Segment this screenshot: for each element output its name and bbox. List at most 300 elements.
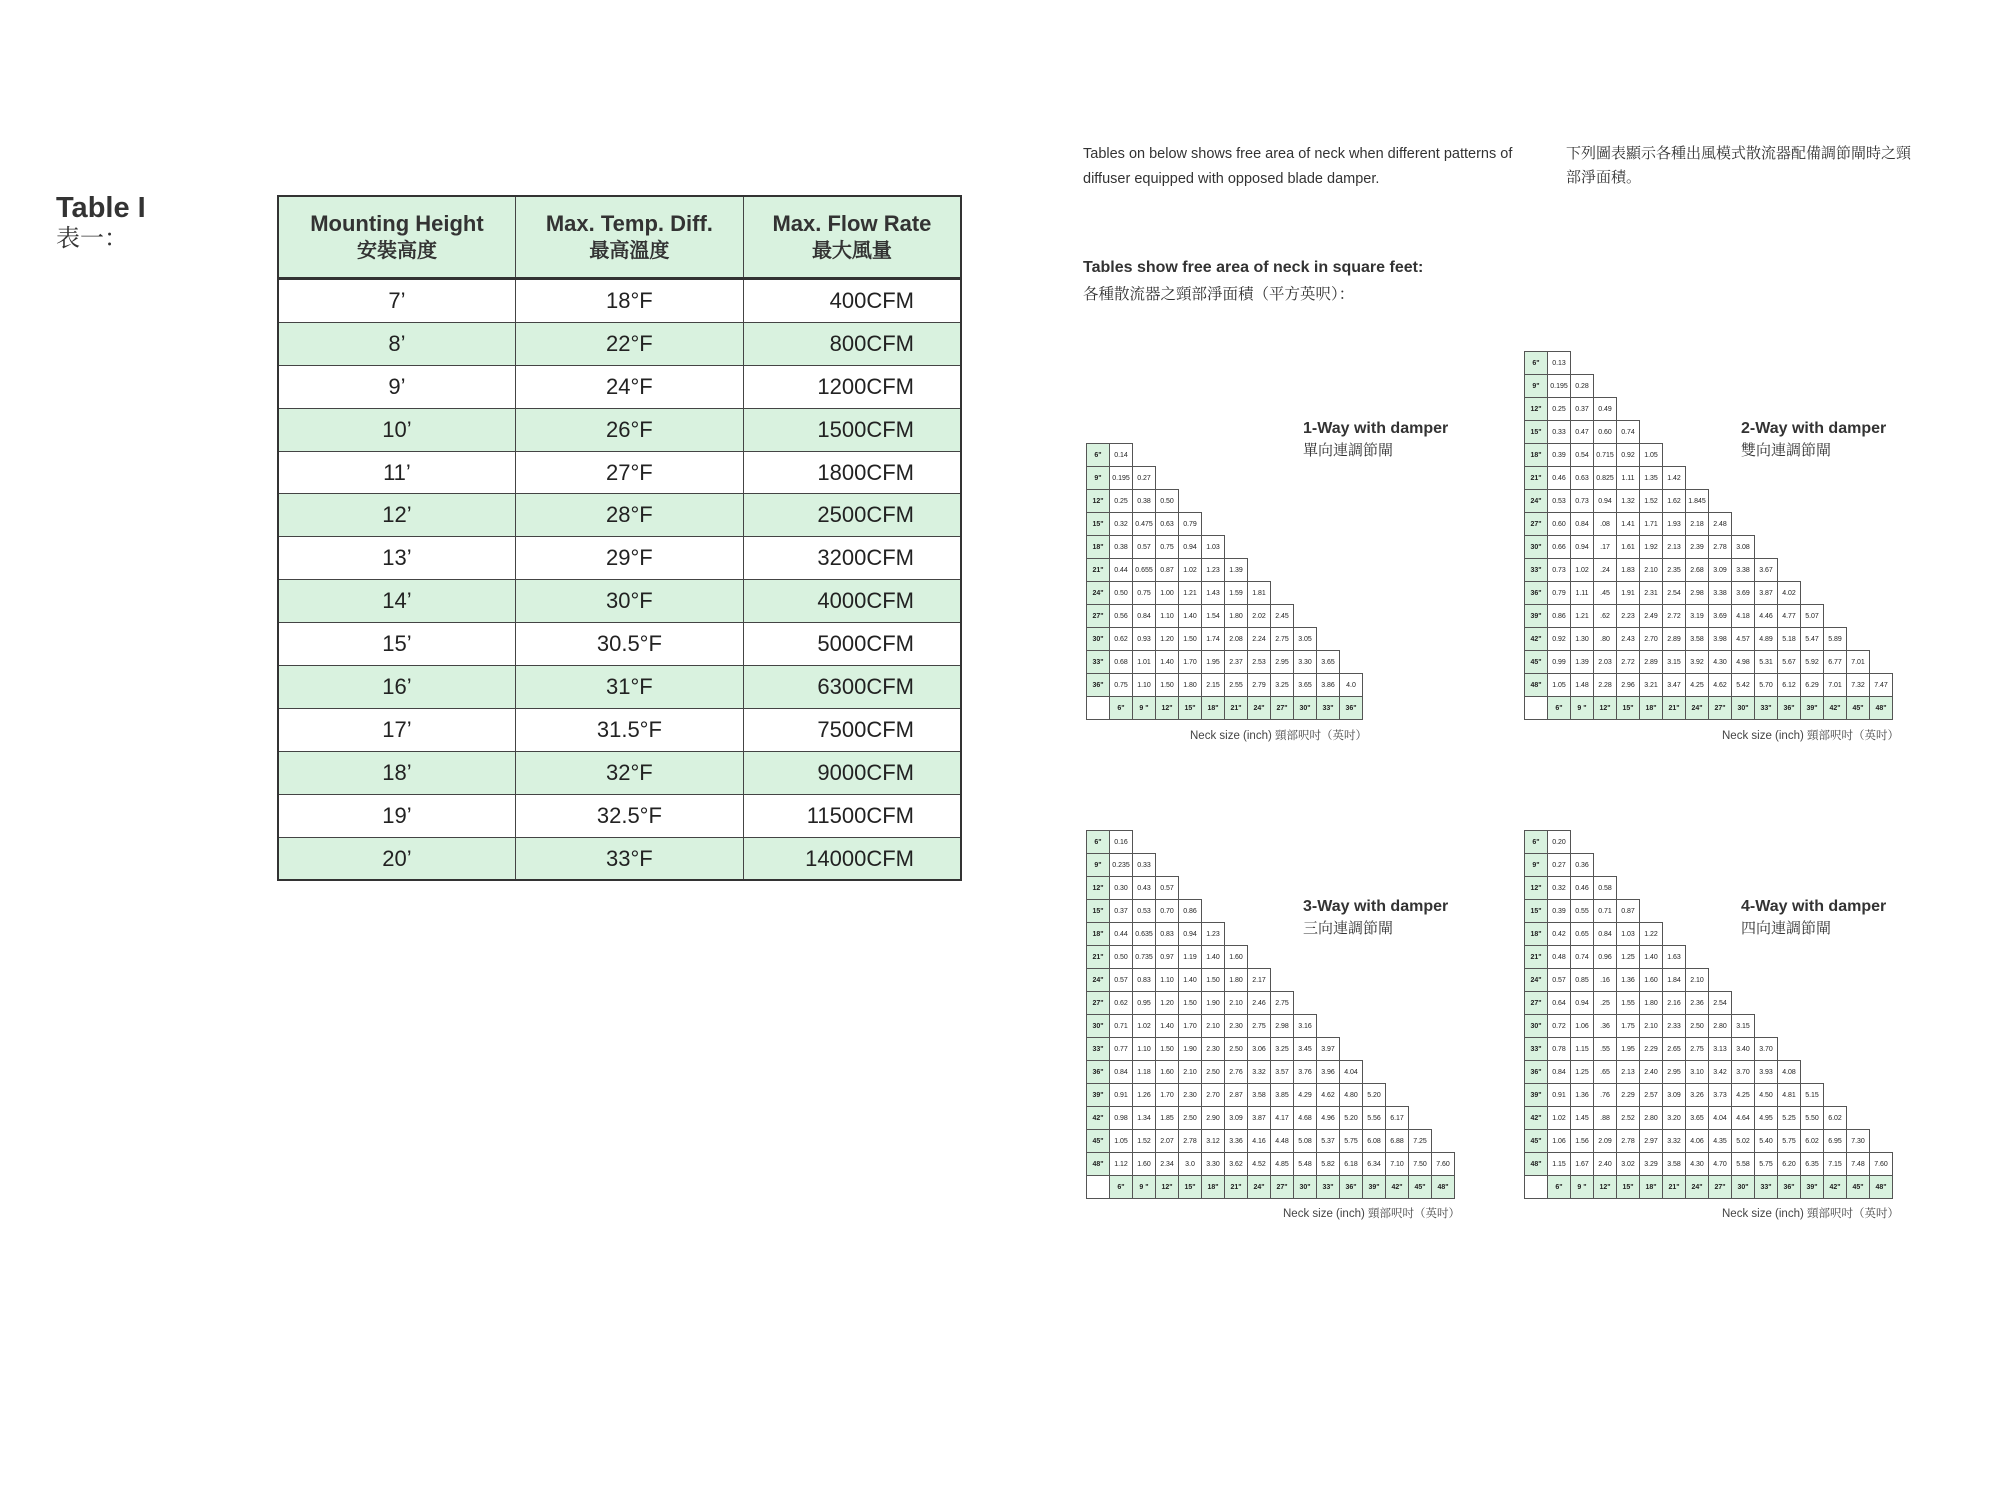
free-area-cell: 4.81	[1778, 1084, 1801, 1107]
free-area-cell: 1.23	[1202, 559, 1225, 582]
empty-cell	[1824, 946, 1847, 969]
row-size-label: 15"	[1087, 900, 1110, 923]
free-area-cell: 5.47	[1801, 628, 1824, 651]
empty-cell	[1709, 923, 1732, 946]
empty-cell	[1732, 969, 1755, 992]
free-area-cell: 1.25	[1617, 946, 1640, 969]
empty-cell	[1778, 877, 1801, 900]
free-area-cell: .88	[1594, 1107, 1617, 1130]
free-area-cell: 0.73	[1571, 490, 1594, 513]
free-area-cell: 2.80	[1709, 1015, 1732, 1038]
empty-cell	[1870, 467, 1893, 490]
free-area-cell: .55	[1594, 1038, 1617, 1061]
free-area-cell: 2.50	[1225, 1038, 1248, 1061]
free-area-cell: 6.20	[1778, 1153, 1801, 1176]
free-area-cell: 4.85	[1271, 1153, 1294, 1176]
free-area-cell: 0.93	[1133, 628, 1156, 651]
empty-cell	[1847, 559, 1870, 582]
empty-cell	[1801, 1061, 1824, 1084]
empty-cell	[1847, 900, 1870, 923]
col-size-label: 36"	[1340, 1176, 1363, 1199]
grid-row	[1525, 651, 1893, 674]
free-area-cell: 1.20	[1156, 628, 1179, 651]
diagram-title-zh: 四向連調節閘	[1741, 920, 1832, 937]
empty-cell	[1801, 375, 1824, 398]
free-area-cell: 2.78	[1617, 1130, 1640, 1153]
free-area-cell: 2.09	[1594, 1130, 1617, 1153]
empty-cell	[1847, 421, 1870, 444]
empty-cell	[1847, 946, 1870, 969]
empty-cell	[1801, 352, 1824, 375]
free-area-cell: 1.50	[1156, 1038, 1179, 1061]
free-area-cell: 0.46	[1571, 877, 1594, 900]
empty-cell	[1202, 854, 1225, 877]
table-row	[278, 623, 961, 666]
empty-cell	[1824, 513, 1847, 536]
col-size-label: 48"	[1870, 1176, 1893, 1199]
empty-cell	[1409, 1107, 1432, 1130]
mounting-height-cell: 15’	[278, 623, 515, 666]
free-area-cell: 4.98	[1732, 651, 1755, 674]
grid-row	[1087, 946, 1455, 969]
empty-cell	[1778, 831, 1801, 854]
empty-cell	[1801, 1038, 1824, 1061]
grid-row	[1525, 1038, 1893, 1061]
table1-title-en: Table I	[56, 192, 146, 224]
free-area-cell: 0.44	[1110, 923, 1133, 946]
free-area-cell: 1.95	[1202, 651, 1225, 674]
empty-cell	[1432, 854, 1455, 877]
free-area-cell: 4.89	[1755, 628, 1778, 651]
free-area-cell: 1.40	[1179, 605, 1202, 628]
free-area-cell: 1.80	[1640, 992, 1663, 1015]
free-area-cell: 2.16	[1663, 992, 1686, 1015]
mounting-height-cell: 19’	[278, 794, 515, 837]
empty-cell	[1824, 605, 1847, 628]
table-row	[278, 365, 961, 408]
grid-row	[1525, 923, 1893, 946]
empty-cell	[1202, 490, 1225, 513]
free-area-cell: 3.15	[1732, 1015, 1755, 1038]
grid-row	[1087, 536, 1363, 559]
free-area-cell: 2.97	[1640, 1130, 1663, 1153]
free-area-cell: 1.85	[1156, 1107, 1179, 1130]
grid-row	[1525, 628, 1893, 651]
free-area-cell: 2.36	[1686, 992, 1709, 1015]
mounting-height-cell: 9’	[278, 365, 515, 408]
flow-rate-cell: 6300CFM	[743, 666, 961, 709]
free-area-cell: 3.76	[1294, 1061, 1317, 1084]
free-area-cell: 4.48	[1271, 1130, 1294, 1153]
free-area-cell: 3.87	[1755, 582, 1778, 605]
free-area-cell: 3.06	[1248, 1038, 1271, 1061]
empty-cell	[1317, 946, 1340, 969]
empty-cell	[1271, 490, 1294, 513]
free-area-cell: 1.71	[1640, 513, 1663, 536]
empty-cell	[1778, 513, 1801, 536]
free-area-cell: 2.35	[1663, 559, 1686, 582]
empty-cell	[1755, 352, 1778, 375]
free-area-cell: 1.23	[1202, 923, 1225, 946]
grid-row	[1087, 513, 1363, 536]
col-size-label: 9 "	[1133, 697, 1156, 720]
empty-cell	[1778, 467, 1801, 490]
empty-cell	[1870, 444, 1893, 467]
free-area-cell: 2.34	[1156, 1153, 1179, 1176]
grid-row	[1087, 467, 1363, 490]
free-area-cell: 4.35	[1709, 1130, 1732, 1153]
grid-row	[1087, 900, 1455, 923]
free-area-cell: 2.10	[1640, 1015, 1663, 1038]
free-area-cell: 0.84	[1571, 513, 1594, 536]
free-area-cell: 6.18	[1340, 1153, 1363, 1176]
table-row	[278, 537, 961, 580]
free-area-cell: 5.42	[1732, 674, 1755, 697]
mounting-height-cell: 10’	[278, 408, 515, 451]
free-area-cell: 0.13	[1548, 352, 1571, 375]
free-area-cell: 3.93	[1755, 1061, 1778, 1084]
empty-cell	[1225, 513, 1248, 536]
free-area-cell: 5.50	[1801, 1107, 1824, 1130]
free-area-cell: 3.25	[1271, 1038, 1294, 1061]
empty-cell	[1340, 559, 1363, 582]
empty-cell	[1686, 467, 1709, 490]
empty-cell	[1363, 854, 1386, 877]
empty-cell	[1801, 490, 1824, 513]
free-area-cell: 1.80	[1225, 969, 1248, 992]
empty-cell	[1870, 831, 1893, 854]
free-area-cell: 0.91	[1548, 1084, 1571, 1107]
empty-cell	[1801, 946, 1824, 969]
free-area-cell: 2.53	[1248, 651, 1271, 674]
temp-diff-cell: 32°F	[515, 751, 743, 794]
free-area-cell: 3.87	[1248, 1107, 1271, 1130]
header-zh: 最高溫度	[589, 240, 670, 263]
free-area-cell: 0.64	[1548, 992, 1571, 1015]
free-area-cell: 2.70	[1202, 1084, 1225, 1107]
free-area-cell: 7.01	[1847, 651, 1870, 674]
free-area-cell: 2.02	[1248, 605, 1271, 628]
empty-cell	[1271, 513, 1294, 536]
empty-cell	[1294, 444, 1317, 467]
row-size-label: 18"	[1525, 923, 1548, 946]
free-area-cell: 3.30	[1294, 651, 1317, 674]
free-area-cell: 3.97	[1317, 1038, 1340, 1061]
table-row	[278, 408, 961, 451]
free-area-cell: 1.56	[1571, 1130, 1594, 1153]
empty-cell	[1617, 398, 1640, 421]
diagram-title-en: 4-Way with damper	[1741, 898, 1887, 915]
free-area-cell: 2.87	[1225, 1084, 1248, 1107]
free-area-cell: 0.83	[1156, 923, 1179, 946]
free-area-cell: 2.10	[1202, 1015, 1225, 1038]
row-size-label: 33"	[1087, 1038, 1110, 1061]
empty-cell	[1847, 582, 1870, 605]
empty-cell	[1778, 969, 1801, 992]
col-size-label: 30"	[1732, 697, 1755, 720]
empty-cell	[1870, 1038, 1893, 1061]
free-area-cell: 0.70	[1156, 900, 1179, 923]
free-area-cell: 1.05	[1640, 444, 1663, 467]
free-area-cell: 1.62	[1663, 490, 1686, 513]
free-area-cell: 0.44	[1110, 559, 1133, 582]
empty-cell	[1709, 854, 1732, 877]
empty-cell	[1824, 992, 1847, 1015]
table-row	[278, 580, 961, 623]
free-area-cell: 1.75	[1617, 1015, 1640, 1038]
row-size-label: 39"	[1525, 1084, 1548, 1107]
empty-cell	[1248, 536, 1271, 559]
empty-cell	[1686, 398, 1709, 421]
empty-cell	[1225, 467, 1248, 490]
empty-cell	[1686, 946, 1709, 969]
col-size-label: 21"	[1225, 1176, 1248, 1199]
free-area-cell: 1.26	[1133, 1084, 1156, 1107]
free-area-cell: 1.36	[1617, 969, 1640, 992]
empty-cell	[1801, 992, 1824, 1015]
free-area-cell: 0.25	[1110, 490, 1133, 513]
free-area-cell: 0.99	[1548, 651, 1571, 674]
free-area-cell: 3.73	[1709, 1084, 1732, 1107]
row-size-label: 42"	[1087, 1107, 1110, 1130]
empty-cell	[1248, 923, 1271, 946]
empty-cell	[1801, 444, 1824, 467]
free-area-cell: 4.62	[1709, 674, 1732, 697]
empty-cell	[1732, 900, 1755, 923]
free-area-cell: 1.90	[1179, 1038, 1202, 1061]
free-area-cell: 5.75	[1340, 1130, 1363, 1153]
empty-cell	[1870, 398, 1893, 421]
empty-cell	[1640, 900, 1663, 923]
empty-cell	[1571, 831, 1594, 854]
free-area-cell: 1.80	[1179, 674, 1202, 697]
empty-cell	[1294, 467, 1317, 490]
empty-cell	[1732, 877, 1755, 900]
mounting-height-cell: 11’	[278, 451, 515, 494]
free-area-cell: 3.62	[1225, 1153, 1248, 1176]
empty-cell	[1847, 1038, 1870, 1061]
empty-cell	[1432, 1038, 1455, 1061]
col-size-label: 12"	[1594, 697, 1617, 720]
header-zh: 最大風量	[811, 240, 892, 263]
free-area-cell: 1.21	[1571, 605, 1594, 628]
free-area-cell: 2.96	[1617, 674, 1640, 697]
row-size-label: 42"	[1525, 1107, 1548, 1130]
empty-cell	[1778, 352, 1801, 375]
col-size-label: 9 "	[1571, 1176, 1594, 1199]
empty-cell	[1432, 1084, 1455, 1107]
free-area-cell: 1.20	[1156, 992, 1179, 1015]
empty-cell	[1156, 854, 1179, 877]
free-area-cell: 0.57	[1548, 969, 1571, 992]
empty-cell	[1363, 992, 1386, 1015]
empty-cell	[1386, 1061, 1409, 1084]
free-area-cell: 1.25	[1571, 1061, 1594, 1084]
empty-cell	[1732, 352, 1755, 375]
empty-cell	[1225, 536, 1248, 559]
flow-rate-cell: 400CFM	[743, 279, 961, 323]
empty-cell	[1824, 467, 1847, 490]
grid-row	[1087, 559, 1363, 582]
free-area-cell: 4.46	[1755, 605, 1778, 628]
grid-row	[1087, 582, 1363, 605]
free-area-cell: 1.39	[1571, 651, 1594, 674]
row-size-label: 6"	[1087, 444, 1110, 467]
empty-cell	[1732, 923, 1755, 946]
intro-text-en: Tables on below shows free area of neck when different patterns of diffuser equipped with opposed blade damper.	[1083, 146, 1513, 187]
row-size-label: 27"	[1525, 992, 1548, 1015]
free-area-cell: 3.09	[1663, 1084, 1686, 1107]
empty-cell	[1709, 421, 1732, 444]
grid-row	[1087, 1130, 1455, 1153]
flow-rate-cell: 4000CFM	[743, 580, 961, 623]
free-area-cell: 1.54	[1202, 605, 1225, 628]
empty-cell	[1294, 582, 1317, 605]
free-area-cell: 0.71	[1594, 900, 1617, 923]
free-area-cell: 2.98	[1686, 582, 1709, 605]
grid-row	[1087, 992, 1455, 1015]
empty-cell	[1386, 992, 1409, 1015]
empty-cell	[1686, 352, 1709, 375]
free-area-cell: 0.53	[1548, 490, 1571, 513]
grid-corner	[1525, 1176, 1548, 1199]
free-area-cell: 6.95	[1824, 1130, 1847, 1153]
row-size-label: 27"	[1525, 513, 1548, 536]
col-size-label: 21"	[1663, 697, 1686, 720]
empty-cell	[1340, 900, 1363, 923]
free-area-cell: 0.86	[1548, 605, 1571, 628]
empty-cell	[1732, 467, 1755, 490]
empty-cell	[1778, 992, 1801, 1015]
empty-cell	[1778, 444, 1801, 467]
free-area-cell: 0.74	[1617, 421, 1640, 444]
free-area-cell: 1.45	[1571, 1107, 1594, 1130]
free-area-cell: 2.68	[1686, 559, 1709, 582]
free-area-cell: 0.94	[1594, 490, 1617, 513]
empty-cell	[1778, 375, 1801, 398]
free-area-cell: 6.08	[1363, 1130, 1386, 1153]
free-area-cell: 2.10	[1179, 1061, 1202, 1084]
table-row	[278, 322, 961, 365]
free-area-cell: 1.21	[1179, 582, 1202, 605]
empty-cell	[1824, 490, 1847, 513]
free-area-cell: 0.42	[1548, 923, 1571, 946]
temp-diff-cell: 27°F	[515, 451, 743, 494]
row-size-label: 21"	[1087, 559, 1110, 582]
row-size-label: 15"	[1525, 900, 1548, 923]
free-area-cell: 7.15	[1824, 1153, 1847, 1176]
empty-cell	[1363, 1061, 1386, 1084]
row-size-label: 24"	[1087, 969, 1110, 992]
empty-cell	[1847, 375, 1870, 398]
col-size-label: 24"	[1248, 697, 1271, 720]
grid-row	[1087, 1061, 1455, 1084]
empty-cell	[1386, 1015, 1409, 1038]
row-size-label: 27"	[1087, 992, 1110, 1015]
empty-cell	[1847, 923, 1870, 946]
free-area-cell: 4.62	[1317, 1084, 1340, 1107]
empty-cell	[1317, 605, 1340, 628]
empty-cell	[1202, 877, 1225, 900]
free-area-cell: 0.39	[1548, 444, 1571, 467]
free-area-cell: 1.91	[1617, 582, 1640, 605]
row-size-label: 45"	[1525, 651, 1548, 674]
mounting-height-cell: 17’	[278, 708, 515, 751]
row-size-label: 9"	[1087, 467, 1110, 490]
free-area-cell: 0.91	[1110, 1084, 1133, 1107]
empty-cell	[1294, 992, 1317, 1015]
empty-cell	[1179, 831, 1202, 854]
empty-cell	[1870, 375, 1893, 398]
free-area-cell: 0.66	[1548, 536, 1571, 559]
table1-title	[56, 192, 146, 253]
free-area-cell: 1.03	[1617, 923, 1640, 946]
empty-cell	[1594, 831, 1617, 854]
table1-title-zh: 表一：	[56, 225, 128, 253]
empty-cell	[1156, 831, 1179, 854]
free-area-cell: 3.13	[1709, 1038, 1732, 1061]
col-size-label: 6"	[1548, 1176, 1571, 1199]
header-en: Max. Flow Rate	[772, 210, 932, 236]
empty-cell	[1617, 352, 1640, 375]
empty-cell	[1847, 398, 1870, 421]
free-area-cell: 1.35	[1640, 467, 1663, 490]
empty-cell	[1824, 352, 1847, 375]
empty-cell	[1271, 946, 1294, 969]
empty-cell	[1386, 877, 1409, 900]
col-size-label: 21"	[1663, 1176, 1686, 1199]
free-area-cell: 0.57	[1133, 536, 1156, 559]
free-area-cell: 3.67	[1755, 559, 1778, 582]
grid-row	[1087, 969, 1455, 992]
empty-cell	[1432, 1107, 1455, 1130]
row-size-label: 45"	[1525, 1130, 1548, 1153]
free-area-cell: 2.40	[1640, 1061, 1663, 1084]
col-size-label: 9 "	[1133, 1176, 1156, 1199]
row-size-label: 24"	[1087, 582, 1110, 605]
free-area-cell: 2.75	[1686, 1038, 1709, 1061]
free-area-cell: 2.49	[1640, 605, 1663, 628]
empty-cell	[1847, 628, 1870, 651]
free-area-cell: 2.70	[1640, 628, 1663, 651]
free-area-cell: 4.52	[1248, 1153, 1271, 1176]
empty-cell	[1847, 605, 1870, 628]
col-size-label: 42"	[1824, 697, 1847, 720]
free-area-cell: 1.67	[1571, 1153, 1594, 1176]
empty-cell	[1317, 969, 1340, 992]
neck-size-label: Neck size (inch) 頸部呎吋（英吋）	[1722, 1208, 1899, 1220]
col-size-label: 12"	[1156, 697, 1179, 720]
empty-cell	[1225, 900, 1248, 923]
free-area-cell: 2.31	[1640, 582, 1663, 605]
grid-row	[1525, 375, 1893, 398]
free-area-cell: 3.21	[1640, 674, 1663, 697]
grid-row	[1087, 628, 1363, 651]
empty-cell	[1778, 923, 1801, 946]
free-area-cell: 1.48	[1571, 674, 1594, 697]
free-area-cell: 4.68	[1294, 1107, 1317, 1130]
temp-diff-cell: 31.5°F	[515, 708, 743, 751]
free-area-cell: 0.57	[1156, 877, 1179, 900]
empty-cell	[1847, 513, 1870, 536]
empty-cell	[1755, 444, 1778, 467]
col-size-label: 33"	[1755, 697, 1778, 720]
empty-cell	[1432, 946, 1455, 969]
free-area-cell: 3.16	[1294, 1015, 1317, 1038]
grid-row	[1087, 1107, 1455, 1130]
empty-cell	[1732, 854, 1755, 877]
empty-cell	[1202, 513, 1225, 536]
